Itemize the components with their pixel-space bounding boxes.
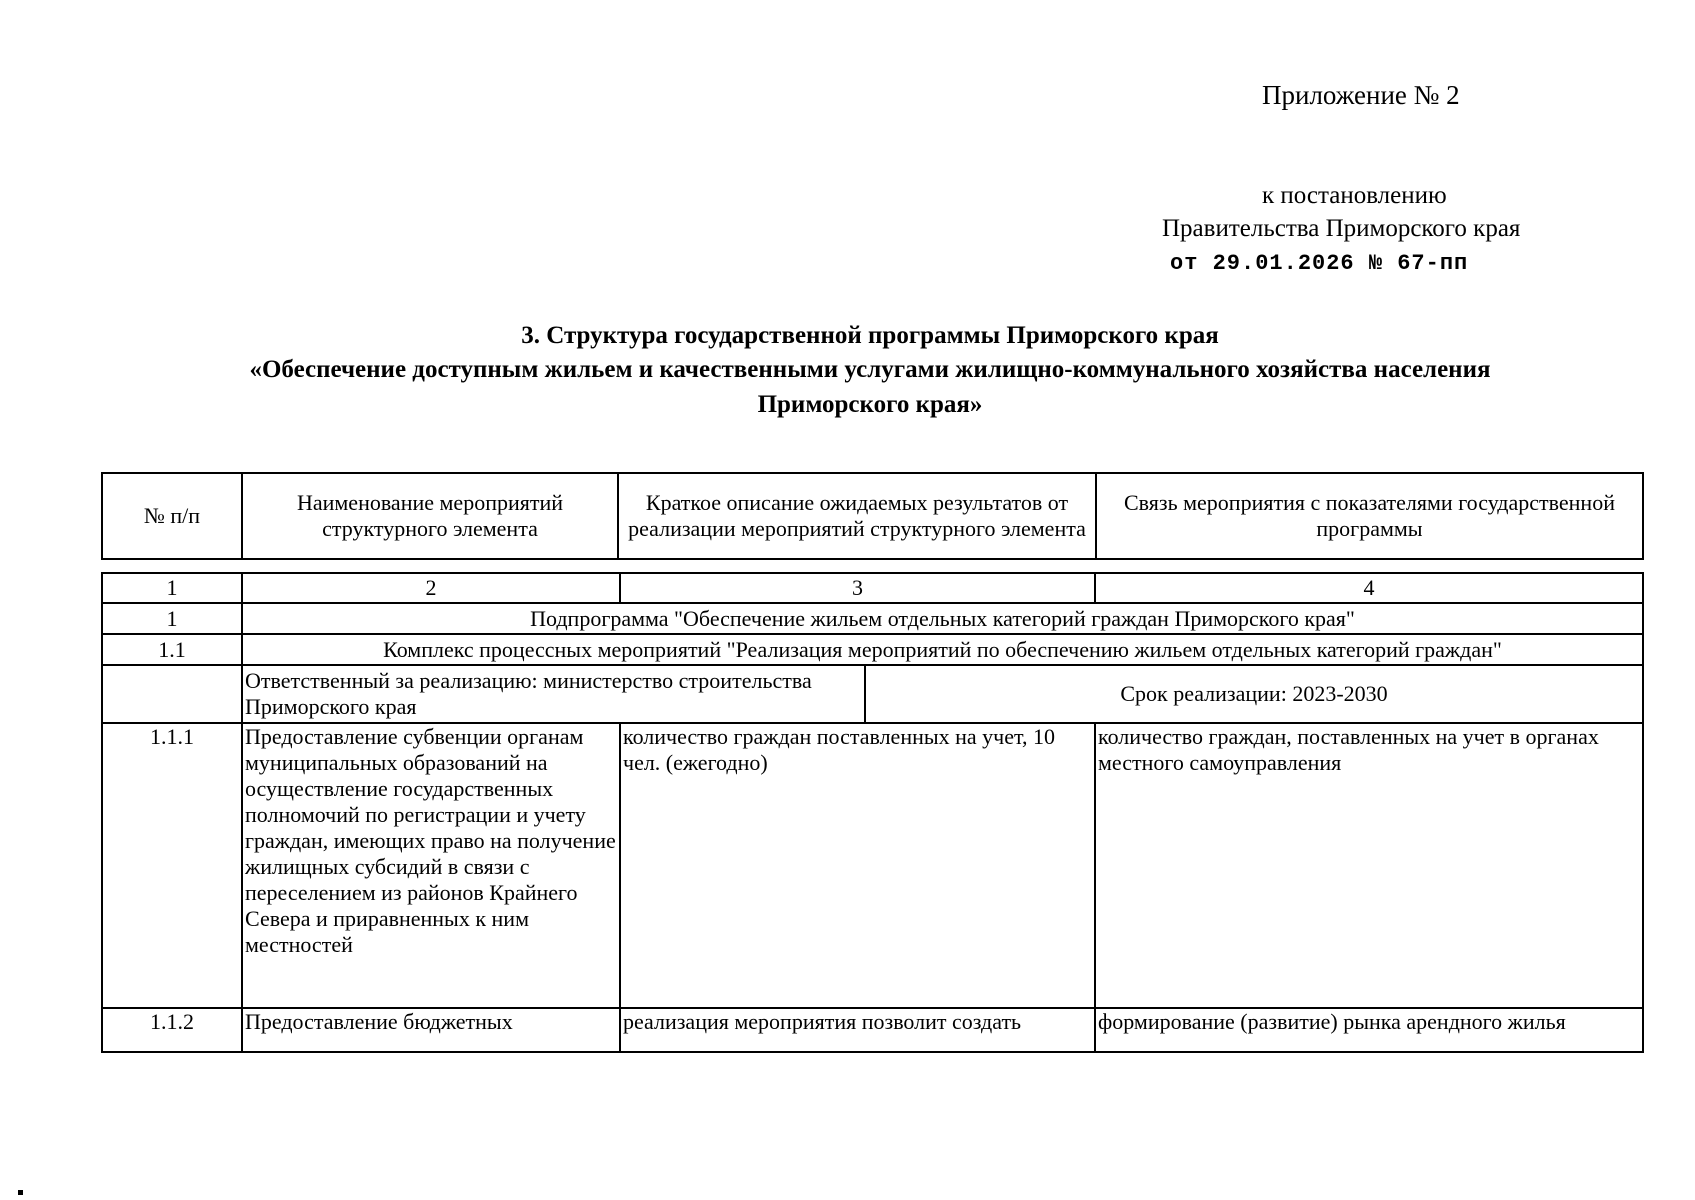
row-link: формирование (развитие) рынка арендного жилья [1095,1008,1643,1052]
row-name: Предоставление бюджетных [242,1008,620,1052]
table-row-complex [102,634,1643,665]
complex-title: Комплекс процессных мероприятий "Реализация мероприятий по обеспечению жильем отдельных категорий граждан" [242,634,1643,665]
column-number-cell: 3 [620,573,1095,603]
resolution-date-number: от 29.01.2026 № 67-пп [1170,251,1469,276]
column-number-cell: 4 [1095,573,1643,603]
table-row-responsible [102,665,1643,723]
subprogram-title: Подпрограмма "Обеспечение жильем отдельных категорий граждан Приморского края" [242,603,1643,634]
header-cell-link: Связь мероприятия с показателями государственной программы [1096,473,1643,559]
scan-speck [18,1190,23,1195]
document-title-line-2: «Обеспечение доступным жильем и качественными услугами жилищно-коммунального хозяйства населения [249,356,1491,383]
table-row-column-numbers [102,573,1643,603]
table-row-subprogram [102,603,1643,634]
appendix-label: Приложение № 2 [1262,80,1460,110]
header-cell-name: Наименование мероприятий структурного элемента [242,473,618,559]
row-number: 1.1.1 [102,723,242,1008]
header-cell-result: Краткое описание ожидаемых результатов от реализации мероприятий структурного элемента [618,473,1096,559]
row-result: количество граждан поставленных на учет, 10 чел. (ежегодно) [620,723,1095,1008]
resolution-ref-line: к постановлению [1262,182,1447,209]
header-cell-number: № п/п [102,473,242,559]
column-number-cell: 1 [102,573,242,603]
table-row [102,723,1643,1008]
row-link: количество граждан, поставленных на учет в органах местного самоуправления [1095,723,1643,1008]
table-row [102,1008,1643,1052]
structure-table [101,572,1644,1053]
document-title-line-3: Приморского края» [757,391,983,418]
empty-cell [102,665,242,723]
government-ref-line: Правительства Приморского края [1162,215,1521,242]
document-title-line-1: 3. Структура государственной программы Приморского края [521,322,1219,349]
term-cell: Срок реализации: 2023-2030 [865,665,1643,723]
complex-number: 1.1 [102,634,242,665]
row-number: 1.1.2 [102,1008,242,1052]
responsible-cell: Ответственный за реализацию: министерство строительства Приморского края [242,665,865,723]
structure-table-header [101,472,1644,560]
row-name: Предоставление субвенции органам муниципальных образований на осуществление государственных полномочий по регистрации и учету граждан, имеющих право на получение жилищных субсидий в связи с переселением из районов Крайнего Севера и приравненных к ним местностей [242,723,620,1008]
subprogram-number: 1 [102,603,242,634]
row-result: реализация мероприятия позволит создать [620,1008,1095,1052]
column-number-cell: 2 [242,573,620,603]
